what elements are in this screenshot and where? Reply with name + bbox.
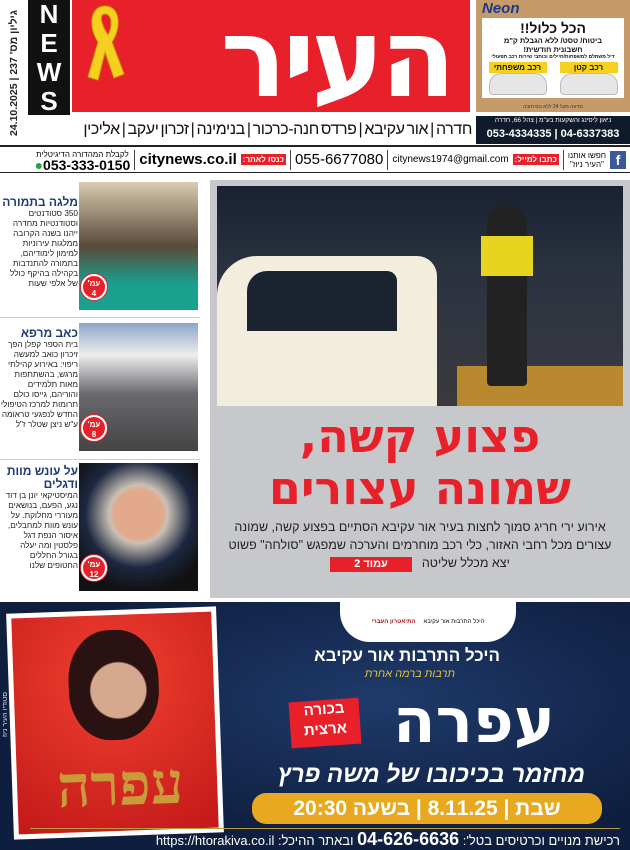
page-badge [81, 555, 107, 581]
story-title: על עונש מוות ודגלים [6, 464, 78, 491]
ad-line: דיל משתלם למשפחות/חיילים וכותבי שירות רכב תפעולי [491, 54, 615, 60]
car-image [489, 73, 547, 95]
page-reference[interactable]: עמוד 2 [330, 557, 412, 572]
page-badge [81, 415, 107, 441]
car-image [560, 73, 618, 95]
email-link[interactable]: citynews1974@gmail.com [392, 154, 509, 165]
masthead-title: העיר [220, 0, 452, 112]
ofra-show-ad[interactable] [0, 602, 630, 850]
story-body: בית הספר קפלן הפך זיכרון כואב למעשה ריפוי: באירוע קהילתי מרגש, בהשתתפות מאות תלמידים והוריהם, גייסו כולם תרומות למרכז הטיפולי החדש לנפגעי טראומה ע"ש ניצן שטלר ז"ל [0, 340, 78, 429]
yellow-ribbon-icon [80, 2, 130, 82]
ad-fine-print: נסיעה מעל 24 ללא נוס חובה [523, 104, 583, 110]
story-healing[interactable] [0, 323, 200, 455]
page-badge [81, 274, 107, 300]
page-badge-number: 12 [89, 570, 99, 579]
show-title: עפרה [393, 684, 555, 757]
show-date: שבת | 8.11.25 | בשעה 20:30 [252, 793, 602, 824]
page-badge-label: עמ' [87, 420, 101, 429]
news-letter: E [40, 28, 58, 59]
lead-summary: אירוע ירי חריג סמוך לחצות בעיר אור עקיבא הסתיים בפצוע קשה, שמונה עצורים מכל רחבי האזור, כלי רכב מוחרמים והערכה שמפגש "סולחה" פשוט יצא מכלל שליטה [228, 520, 612, 570]
page-badge-number: 8 [91, 430, 97, 439]
phone-number[interactable]: 055-6677080 [294, 151, 384, 168]
top-car-leasing-ad[interactable] [476, 0, 630, 112]
tickets-website[interactable]: ובאתר ההיכל: https://htorakiva.co.il [155, 833, 354, 848]
page-badge-label: עמ' [87, 560, 101, 569]
news-wordmark [28, 0, 70, 115]
theatre-logo: התיאטרון העברי [371, 619, 416, 625]
ad-line: ביטוח/ טסט/ ללא הגבלת ק"מ [503, 36, 603, 45]
headline-line: שמונה עצורים [268, 461, 572, 515]
lead-story[interactable] [210, 180, 630, 598]
contact-bar [0, 147, 630, 172]
whatsapp-number[interactable]: 053-333-0150 [43, 156, 131, 173]
site-tag: כנסו לאתר: [242, 155, 284, 164]
facebook-icon[interactable]: f [610, 151, 626, 169]
facebook-page-name[interactable]: "העיר ניוז" [570, 159, 604, 169]
ad-brand: Neon [482, 0, 520, 17]
premiere-badge: בכורה ארצית [288, 698, 361, 749]
show-subtitle: מחזמר בכיכובו של משה פרץ [277, 761, 585, 788]
cities-list: חדרה | אור עקיבא | פרדס חנה-כרכור | בנימינה | זכרון יעקב | אליכין [83, 121, 472, 138]
story-scholarship[interactable] [0, 182, 200, 314]
website-link[interactable]: citynews.co.il [139, 151, 237, 168]
officer [487, 206, 527, 386]
advertiser-phone-numbers: 04-6337383 | 053-4334335 [486, 128, 620, 140]
car-label: רכב משפחתי [489, 62, 547, 73]
advertiser-phones [476, 116, 630, 144]
digital-edition-label: לקבלת המהדורה הדיגיטלית [36, 149, 129, 159]
album-title: עפרה [56, 748, 185, 822]
headline-line: פצוע קשה, [299, 409, 541, 463]
masthead-logo[interactable] [72, 0, 470, 112]
news-letter: S [40, 85, 58, 116]
venue-tagline: תרבות ברמה אחרת [364, 668, 455, 680]
facebook-label: חפשו אותנו [567, 150, 606, 160]
story-title: מלגה בתמורה [2, 195, 78, 209]
page-badge-number: 4 [91, 289, 97, 298]
whatsapp-icon: ● [34, 156, 44, 173]
page-badge-label: עמ' [87, 279, 101, 288]
issue-info: גיליון מס' 237 | 24.10.2025 [8, 10, 20, 136]
ad-line: חשבונית חודשית! [523, 45, 583, 54]
story-death-penalty[interactable] [0, 463, 200, 595]
tickets-label: רכישת מנויים וכרטיסים בטל': [462, 833, 620, 848]
story-body: 350 סטודנטים וסטודנטיות מחדרה ייהנו בשנה הקרובה ממלגות עירוניות למימון לימודיהם, בתמורה להתנדבות בקהילה בהיקף כולל של אלפי שעות [10, 209, 78, 288]
sidebar-stories [0, 180, 200, 598]
story-title: כאב מרפא [20, 326, 78, 340]
ad-credit: סטודיו העיר ניוז [2, 692, 9, 738]
sponsor-logos [340, 602, 516, 642]
write-us-tag: כתבו למייל: [514, 155, 557, 164]
venue-name: היכל התרבות אור עקיבא [314, 646, 500, 665]
advertiser-name: ניאון ליסינג והשקעות בע"מ | צהל 66, חדרה [494, 117, 612, 124]
lead-photo [217, 186, 623, 406]
story-body: המיסטיקאי יונן בן דוד נגע, הפעם, בנושאים מעוררי מחלוקת. על עונש מוות למחבלים, איסור הנפת דגל פלסטין ומה יעלה בגורל החללים החטופים שלנו [5, 491, 78, 570]
news-letter: W [36, 56, 62, 87]
tickets-phone[interactable]: 04-626-6636 [357, 829, 460, 849]
venue-logo: היכל התרבות אור עקיבא [423, 619, 485, 625]
news-letter: N [39, 0, 59, 30]
car-label: רכב קטן [560, 62, 618, 73]
ticket-info [30, 828, 620, 850]
ad-headline: הכל כלול!! [520, 20, 586, 36]
album-cover [6, 606, 224, 839]
